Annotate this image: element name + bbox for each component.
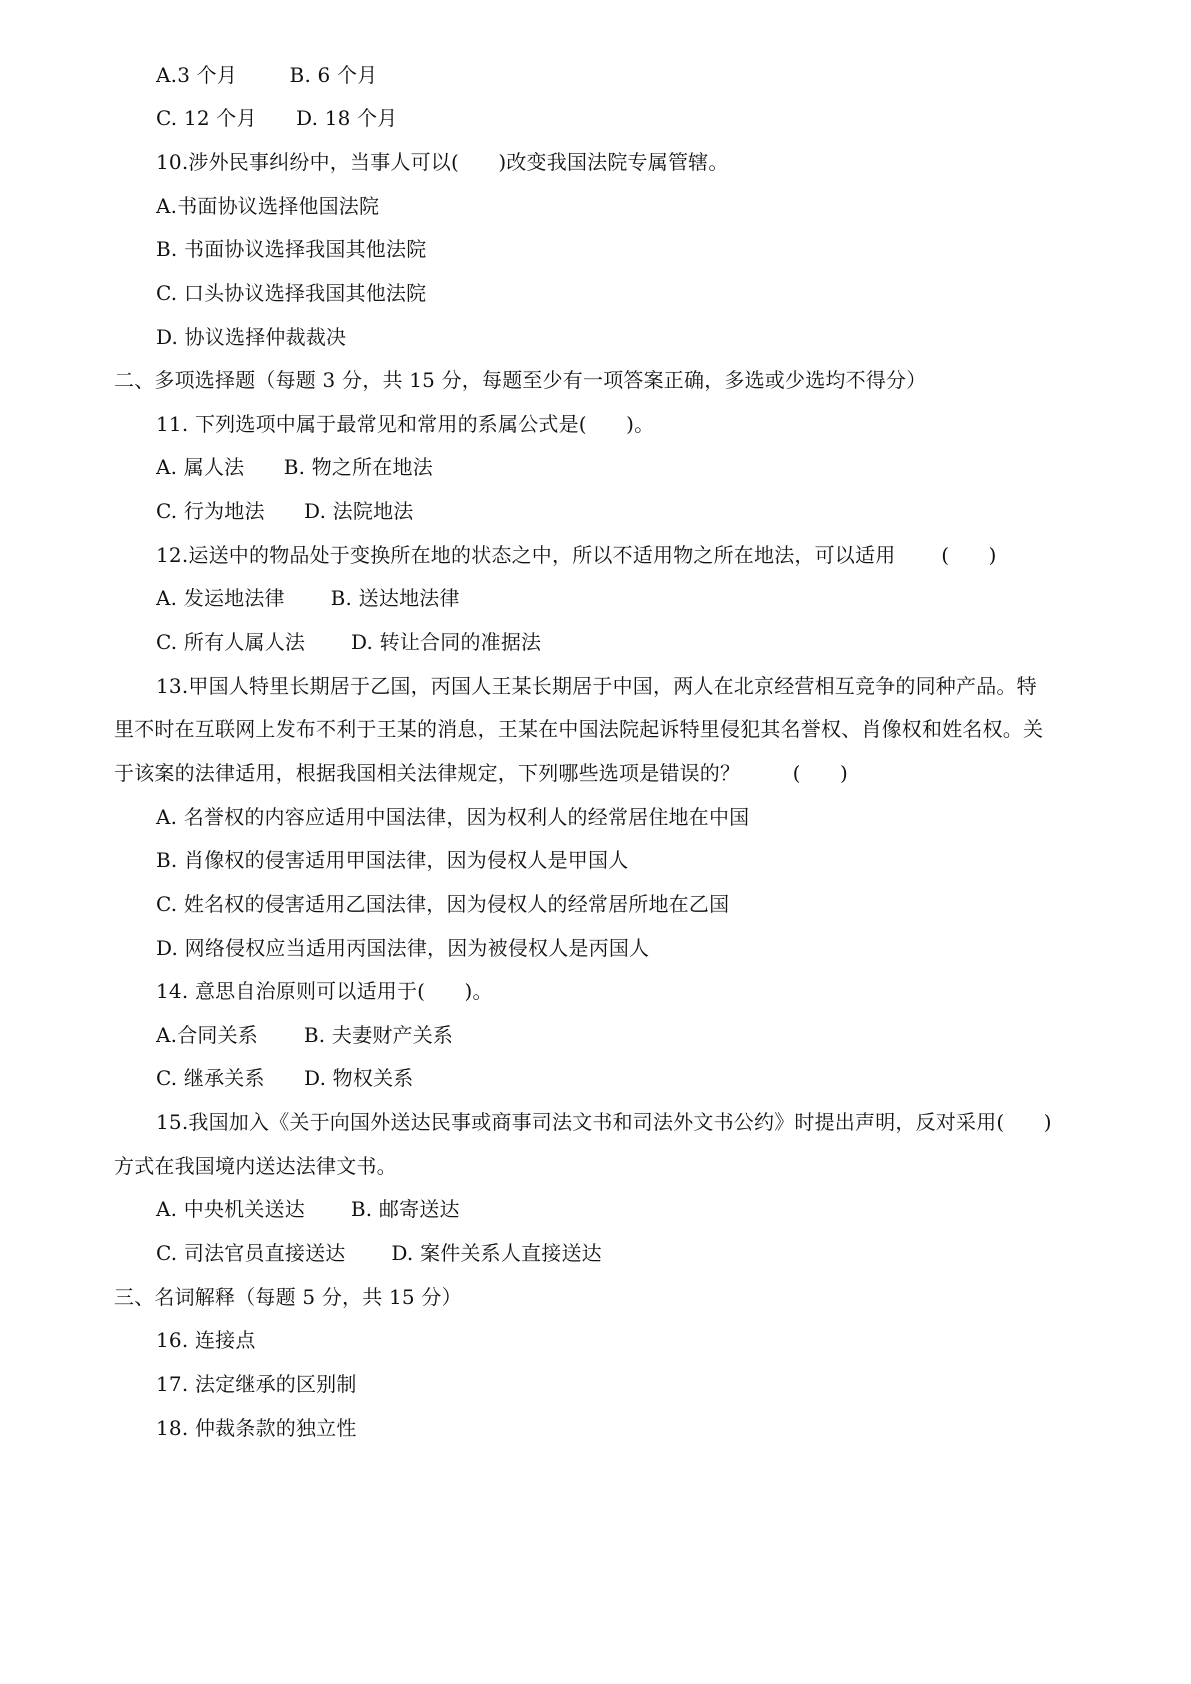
q10-option-a: A.书面协议选择他国法院: [156, 194, 380, 218]
q14-options-cd: C. 继承关系 D. 物权关系: [156, 1066, 414, 1090]
q9-options-cd: C. 12 个月 D. 18 个月: [156, 106, 398, 130]
q10-option-d: D. 协议选择仲裁裁决: [156, 325, 347, 349]
q10-option-b: B. 书面协议选择我国其他法院: [156, 237, 427, 261]
question-14: 14. 意思自治原则可以适用于( )。: [156, 979, 493, 1003]
q10-option-c: C. 口头协议选择我国其他法院: [156, 281, 427, 305]
question-15-line-2: 方式在我国境内送达法律文书。: [114, 1154, 397, 1178]
q15-options-ab: A. 中央机关送达 B. 邮寄送达: [156, 1197, 460, 1221]
q13-option-b: B. 肖像权的侵害适用甲国法律，因为侵权人是甲国人: [156, 848, 629, 872]
q12-options-ab: A. 发运地法律 B. 送达地法律: [156, 586, 460, 610]
q14-options-ab: A.合同关系 B. 夫妻财产关系: [156, 1023, 454, 1047]
question-12: 12.运送中的物品处于变换所在地的状态之中，所以不适用物之所在地法，可以适用 ( ): [156, 543, 997, 567]
q9-options-ab: A.3 个月 B. 6 个月: [156, 63, 378, 87]
section-3-heading: 三、名词解释（每题 5 分，共 15 分）: [114, 1285, 462, 1309]
q11-options-ab: A. 属人法 B. 物之所在地法: [156, 455, 433, 479]
q15-options-cd: C. 司法官员直接送达 D. 案件关系人直接送达: [156, 1241, 602, 1265]
question-13-line-3: 于该案的法律适用，根据我国相关法律规定，下列哪些选项是错误的？ ( ): [114, 761, 849, 785]
q13-option-a: A. 名誉权的内容应适用中国法律，因为权利人的经常居住地在中国: [156, 805, 750, 829]
term-16: 16. 连接点: [156, 1328, 256, 1352]
q11-options-cd: C. 行为地法 D. 法院地法: [156, 499, 414, 523]
question-13-line-1: 13.甲国人特里长期居于乙国，丙国人王某长期居于中国，两人在北京经营相互竞争的同种产品。特: [156, 674, 1037, 698]
q13-option-c: C. 姓名权的侵害适用乙国法律，因为侵权人的经常居所地在乙国: [156, 892, 730, 916]
question-11: 11. 下列选项中属于最常见和常用的系属公式是( )。: [156, 412, 655, 436]
term-17: 17. 法定继承的区别制: [156, 1372, 357, 1396]
section-2-heading: 二、多项选择题（每题 3 分，共 15 分，每题至少有一项答案正确，多选或少选均不得分）: [114, 368, 927, 392]
question-10: 10.涉外民事纠纷中，当事人可以( )改变我国法院专属管辖。: [156, 150, 729, 174]
question-13-line-2: 里不时在互联网上发布不利于王某的消息，王某在中国法院起诉特里侵犯其名誉权、肖像权和姓名权。关: [114, 717, 1044, 741]
term-18: 18. 仲裁条款的独立性: [156, 1416, 357, 1440]
q12-options-cd: C. 所有人属人法 D. 转让合同的准据法: [156, 630, 542, 654]
question-15-line-1: 15.我国加入《关于向国外送达民事或商事司法文书和司法外文书公约》时提出声明，反对采用( ): [156, 1110, 1052, 1134]
q13-option-d: D. 网络侵权应当适用丙国法律，因为被侵权人是丙国人: [156, 936, 650, 960]
